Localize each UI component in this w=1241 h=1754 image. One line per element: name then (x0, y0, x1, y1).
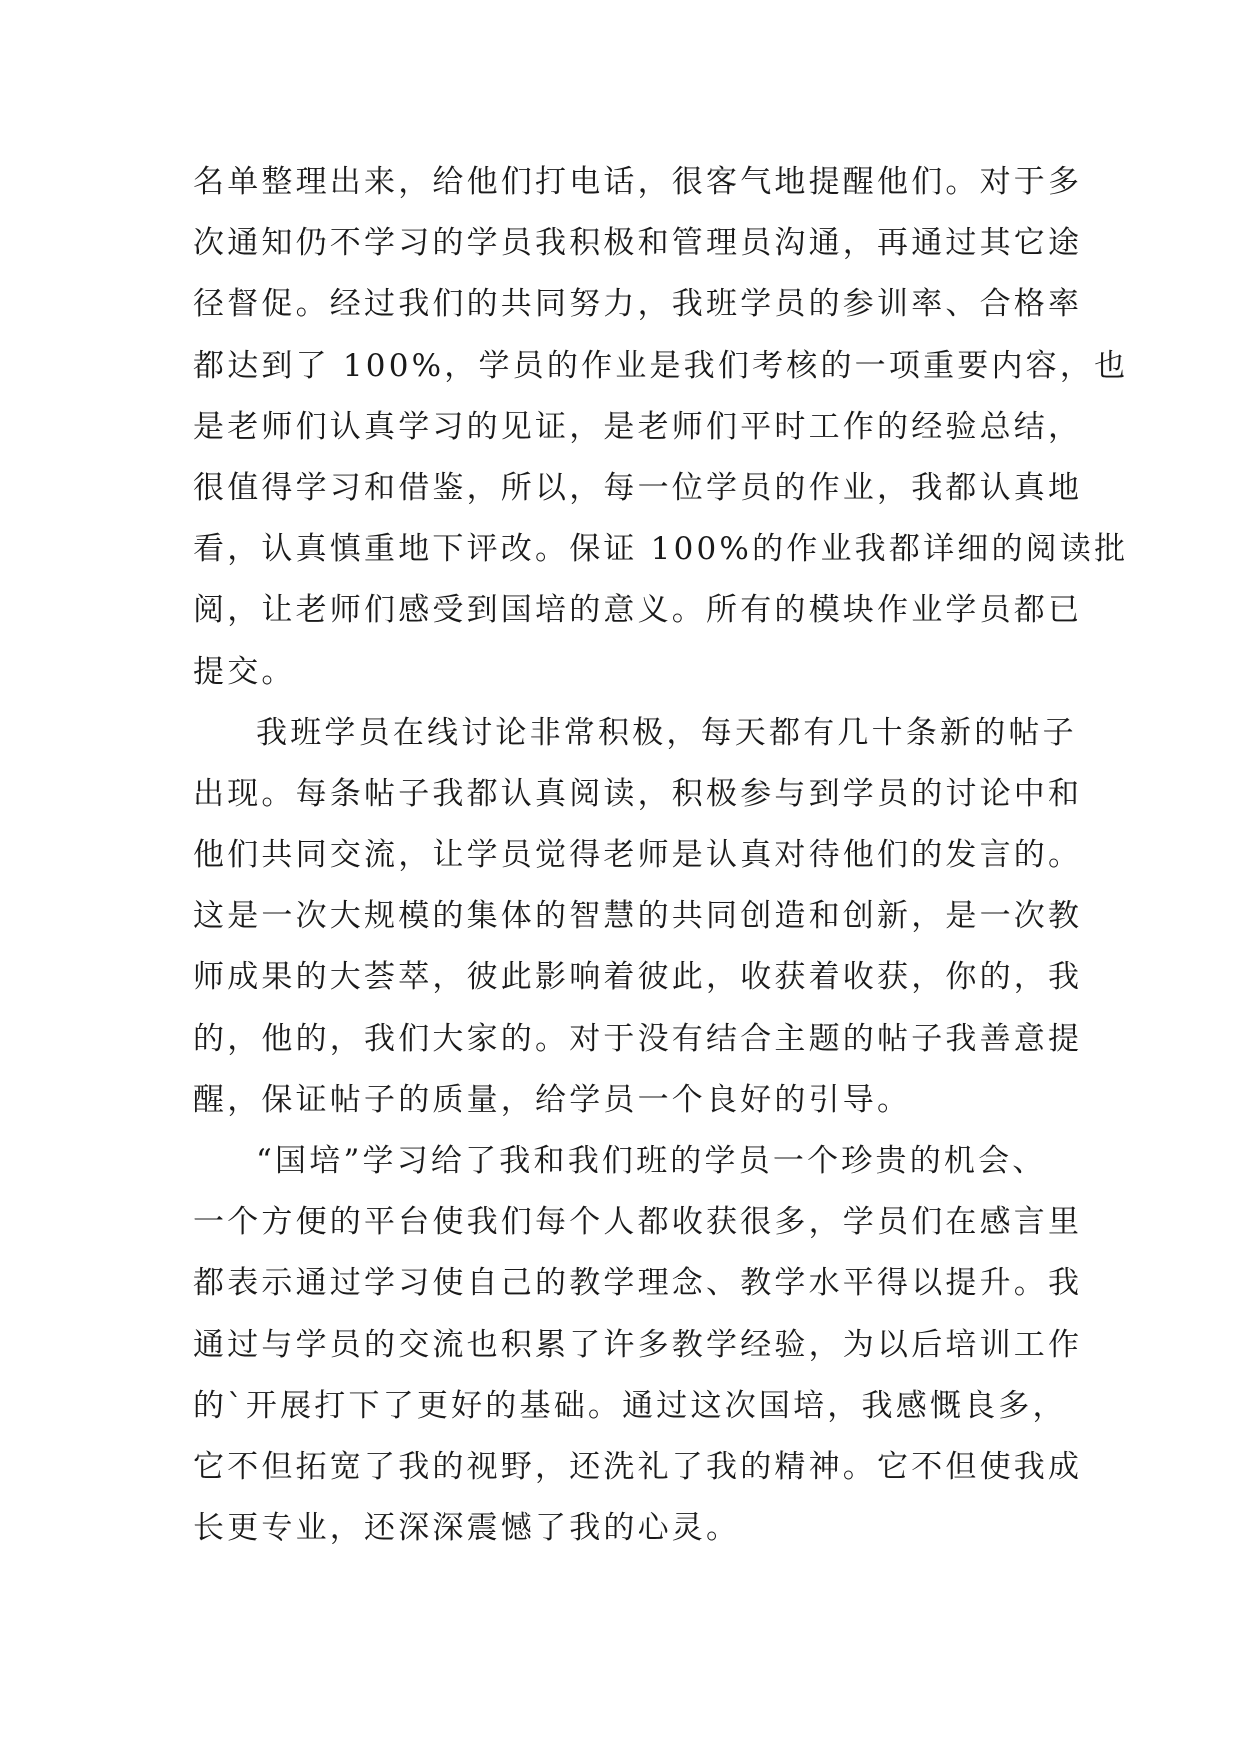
text-line: 师成果的大荟萃，彼此影响着彼此，收获着收获，你的，我 (193, 959, 1083, 996)
text-line: 出现。每条帖子我都认真阅读，积极参与到学员的讨论中和 (193, 775, 1083, 812)
text-line: 次通知仍不学习的学员我积极和管理员沟通，再通过其它途 (193, 225, 1083, 262)
text-line: 这是一次大规模的集体的智慧的共同创造和创新，是一次教 (193, 898, 1083, 935)
text-line: 他们共同交流，让学员觉得老师是认真对待他们的发言的。 (193, 837, 1083, 874)
text-line: 径督促。经过我们的共同努力，我班学员的参训率、合格率 (193, 286, 1083, 323)
text-line: 看，认真慎重地下评改。保证 100%的作业我都详细的阅读批 (193, 531, 1129, 568)
paragraph-start-line: “国培”学习给了我和我们班的学员一个珍贵的机会、 (256, 1143, 1047, 1179)
text-line: 它不但拓宽了我的视野，还洗礼了我的精神。它不但使我成 (193, 1448, 1083, 1485)
text-line: 通过与学员的交流也积累了许多教学经验，为以后培训工作 (193, 1326, 1083, 1363)
text-line: 很值得学习和借鉴，所以，每一位学员的作业，我都认真地 (193, 469, 1083, 506)
text-line: 一个方便的平台使我们每个人都收获很多，学员们在感言里 (193, 1204, 1083, 1241)
text-line: 都表示通过学习使自己的教学理念、教学水平得以提升。我 (193, 1265, 1083, 1302)
text-line: 醒，保证帖子的质量，给学员一个良好的引导。 (193, 1081, 912, 1118)
text-line: 的，他的，我们大家的。对于没有结合主题的帖子我善意提 (193, 1020, 1083, 1057)
text-line: 的`开展打下了更好的基础。通过这次国培，我感慨良多， (193, 1387, 1067, 1424)
text-line: 长更专业，还深深震憾了我的心灵。 (193, 1510, 741, 1547)
text-line: 提交。 (193, 653, 296, 690)
text-line: 都达到了 100%，学员的作业是我们考核的一项重要内容，也 (193, 347, 1129, 384)
text-line: 阅，让老师们感受到国培的意义。所有的模块作业学员都已 (193, 592, 1083, 629)
paragraph-start-line: 我班学员在线讨论非常积极，每天都有几十条新的帖子 (256, 714, 1077, 751)
text-line: 名单整理出来，给他们打电话，很客气地提醒他们。对于多 (193, 164, 1083, 200)
text-line: 是老师们认真学习的见证，是老师们平时工作的经验总结， (193, 408, 1083, 445)
body-text (193, 162, 1129, 1569)
